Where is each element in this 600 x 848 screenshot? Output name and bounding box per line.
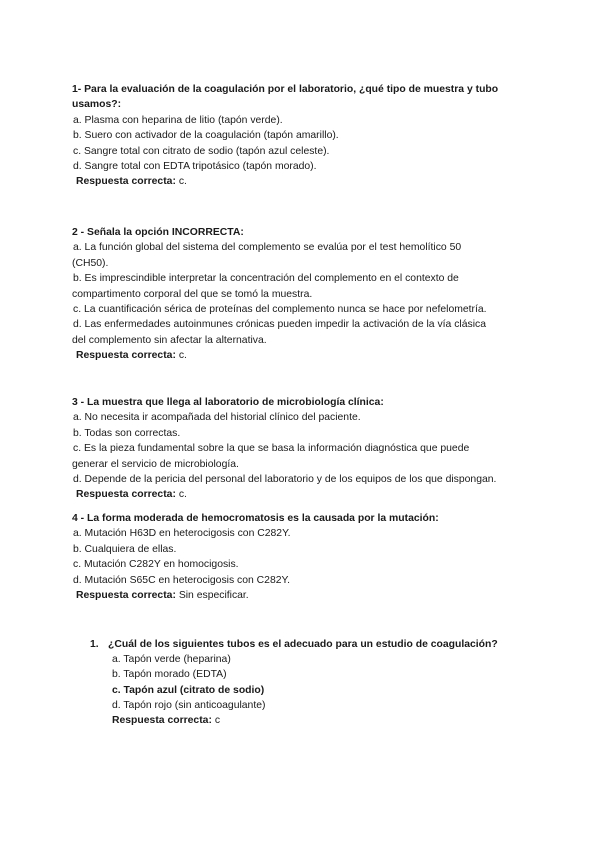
answer-option: c. Es la pieza fundamental sobre la que se basa la información diagnóstica que puede [73, 443, 470, 455]
answer-option: b. Cualquiera de ellas. [73, 543, 177, 555]
answer-option: a. Plasma con heparina de litio (tapón verde). [73, 114, 283, 126]
answer-label: Respuesta correcta: [76, 489, 176, 501]
answer-label: Respuesta correcta: [76, 590, 176, 602]
correct-answer [72, 348, 532, 363]
question-title-row [90, 637, 550, 652]
list-number: 1. [90, 639, 99, 650]
question-title: 1- Para la evaluación de la coagulación por el laboratorio, ¿qué tipo de muestra y tubo [72, 84, 499, 95]
answer-option: c. Mutación C282Y en homocigosis. [73, 559, 239, 571]
answer-option-correct: c. Tapón azul (citrato de sodio) [112, 684, 265, 696]
answer-option-continued: del complemento sin afectar la alternativa. [72, 334, 267, 346]
answer-option: d. Mutación S65C en heterocigosis con C282Y. [73, 574, 290, 586]
answer-option: b. Es imprescindible interpretar la concentración del complemento en el contexto de [73, 273, 459, 285]
correct-answer [72, 174, 532, 189]
correct-answer [90, 713, 550, 728]
answer-option: c. La cuantificación sérica de proteínas del complemento nunca se hace por nefelometría. [73, 304, 487, 316]
answer-label: Respuesta correcta: [112, 715, 212, 727]
answer-option: a. Tapón verde (heparina) [112, 654, 231, 666]
question-title: 3 - La muestra que llega al laboratorio de microbiología clínica: [72, 397, 384, 408]
answer-option: d. Tapón rojo (sin anticoagulante) [112, 699, 266, 711]
answer-option: d. Sangre total con EDTA tripotásico (tapón morado). [73, 161, 317, 173]
answer-option-continued: (CH50). [72, 257, 109, 269]
answer-option: a. Mutación H63D en heterocigosis con C282Y. [73, 528, 291, 540]
question-2 [72, 225, 532, 364]
answer-value: c [214, 715, 221, 727]
question-title: usamos?: [72, 99, 122, 111]
answer-option: d. Depende de la pericia del personal del laboratorio y de los equipos de los que dispongan. [73, 474, 497, 486]
question-3 [72, 395, 532, 503]
answer-label: Respuesta correcta: [76, 350, 176, 362]
answer-option: c. Sangre total con citrato de sodio (tapón azul celeste). [73, 145, 330, 157]
answer-option: d. Las enfermedades autoinmunes crónicas pueden impedir la activación de la vía clásica [73, 319, 486, 331]
answer-value: Sin especificar. [178, 590, 249, 602]
answer-option: a. La función global del sistema del complemento se evalúa por el test hemolítico 50 [73, 242, 462, 254]
answer-value: c. [178, 489, 187, 501]
question-title: ¿Cuál de los siguientes tubos es el adecuado para un estudio de coagulación? [108, 639, 498, 650]
answer-option: b. Tapón morado (EDTA) [112, 669, 227, 681]
question-4 [72, 511, 532, 603]
answer-value: c. [178, 176, 187, 188]
answer-option-continued: generar el servicio de microbiología. [72, 458, 239, 470]
question-title: 2 - Señala la opción INCORRECTA: [72, 227, 244, 238]
correct-answer [72, 588, 532, 603]
answer-option: b. Suero con activador de la coagulación (tapón amarillo). [73, 130, 339, 142]
answer-value: c. [178, 350, 187, 362]
question-1 [72, 82, 532, 190]
question-5 [90, 637, 550, 728]
answer-option: a. No necesita ir acompañada del historial clínico del paciente. [73, 412, 361, 424]
answer-option: b. Todas son correctas. [73, 427, 181, 439]
answer-option-continued: compartimento corporal del que se tomó la muestra. [72, 288, 313, 300]
question-title: 4 - La forma moderada de hemocromatosis es la causada por la mutación: [72, 513, 439, 524]
correct-answer [72, 487, 532, 502]
answer-label: Respuesta correcta: [76, 176, 176, 188]
